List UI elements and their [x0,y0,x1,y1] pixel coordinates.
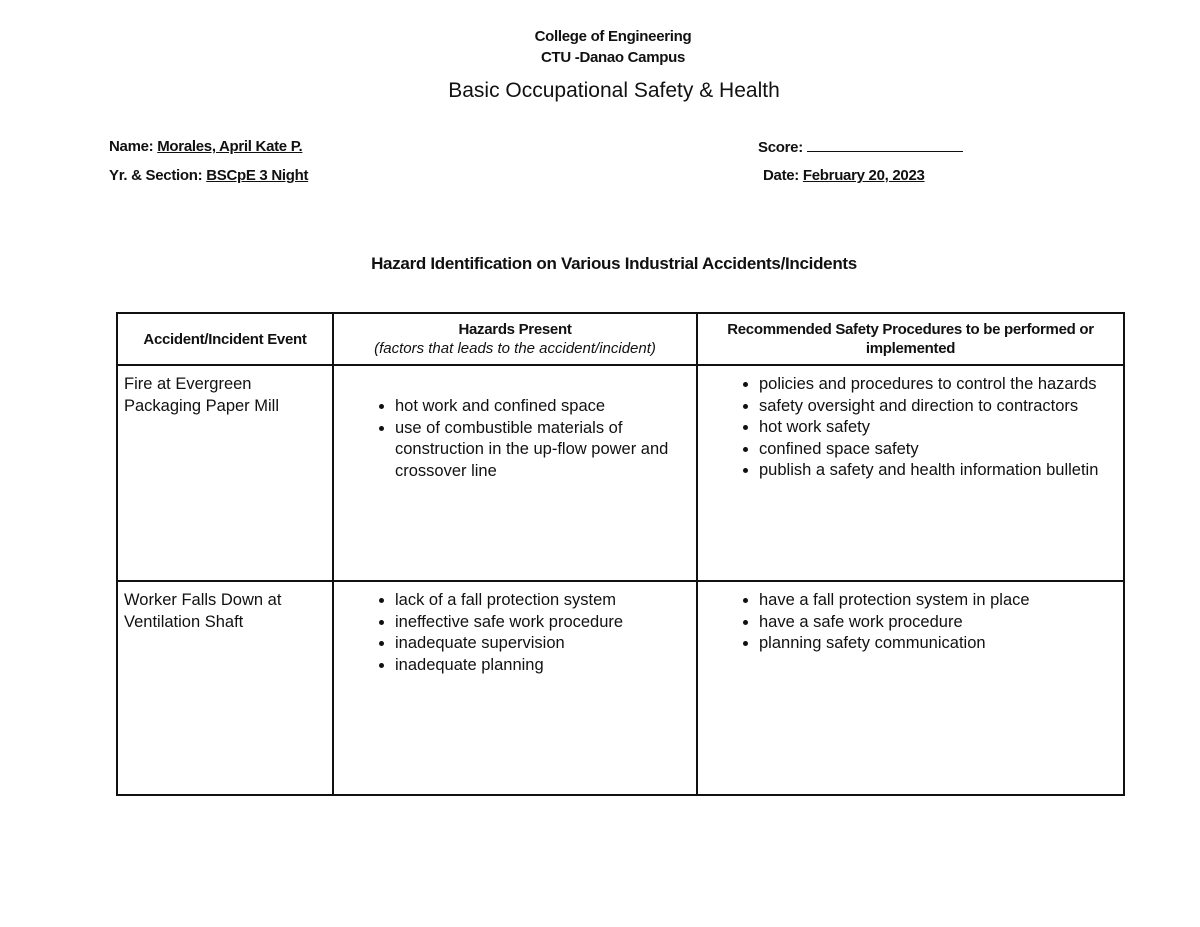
score-field [758,138,963,156]
event-text: Worker Falls Down at Ventilation Shaft [124,591,282,631]
header-procedures [697,313,1124,365]
hazards-list [358,396,686,482]
hazards-list [358,590,686,676]
header-hazards-subtitle: (factors that leads to the accident/incident) [374,340,656,357]
date-field [763,167,925,184]
name-field [109,138,302,155]
hazard-item: • hot work and confined space [395,396,686,418]
procedure-item: • have a fall protection system in place [759,590,1113,612]
section-field [109,167,308,184]
section-value: BSCpE 3 Night [206,167,309,184]
campus-name: CTU -Danao Campus [540,49,686,66]
procedure-item: • confined space safety [759,439,1113,461]
header-event-label: Accident/Incident Event [143,330,307,348]
event-cell [117,581,333,795]
hazard-item: • ineffective safe work procedure [395,612,686,634]
name-label: Name: [109,138,154,155]
header-event [117,313,333,365]
date-label: Date: [763,167,800,184]
procedures-cell [697,581,1124,795]
procedures-list [722,590,1113,655]
document-title: Hazard Identification on Various Industrial Accidents/Incidents [371,254,857,273]
name-value: Morales, April Kate P. [157,138,303,155]
procedure-item: • publish a safety and health information bulletin [759,460,1113,482]
college-name: College of Engineering [534,28,692,45]
procedures-list [722,374,1113,482]
table-row [117,581,1124,795]
hazard-table [116,312,1125,796]
hazards-cell [333,581,697,795]
hazard-item: • use of combustible materials of construction in the up-flow power and crossover line [395,418,686,483]
course-title: Basic Occupational Safety & Health [448,79,780,102]
procedures-cell [697,365,1124,581]
date-value: February 20, 2023 [802,167,925,184]
procedure-item: • hot work safety [759,417,1113,439]
hazards-cell [333,365,697,581]
event-cell [117,365,333,581]
table-header-row [117,313,1124,365]
procedure-item: • planning safety communication [759,633,1113,655]
score-label: Score: [758,139,803,156]
event-text: Fire at Evergreen Packaging Paper Mill [124,375,279,415]
procedure-item: • have a safe work procedure [759,612,1113,634]
header-hazards [333,313,697,365]
hazard-item: • inadequate planning [395,655,686,677]
hazard-item: • inadequate supervision [395,633,686,655]
procedure-item: • safety oversight and direction to contractors [759,396,1113,418]
procedure-item: • policies and procedures to control the hazards [759,374,1113,396]
header-procedures-label: Recommended Safety Procedures to be performed or implemented [727,321,1094,357]
hazard-item: • lack of a fall protection system [395,590,686,612]
table-row [117,365,1124,581]
section-label: Yr. & Section: [109,167,203,184]
header-hazards-label: Hazards Present [458,321,572,338]
score-blank-line [807,138,963,152]
